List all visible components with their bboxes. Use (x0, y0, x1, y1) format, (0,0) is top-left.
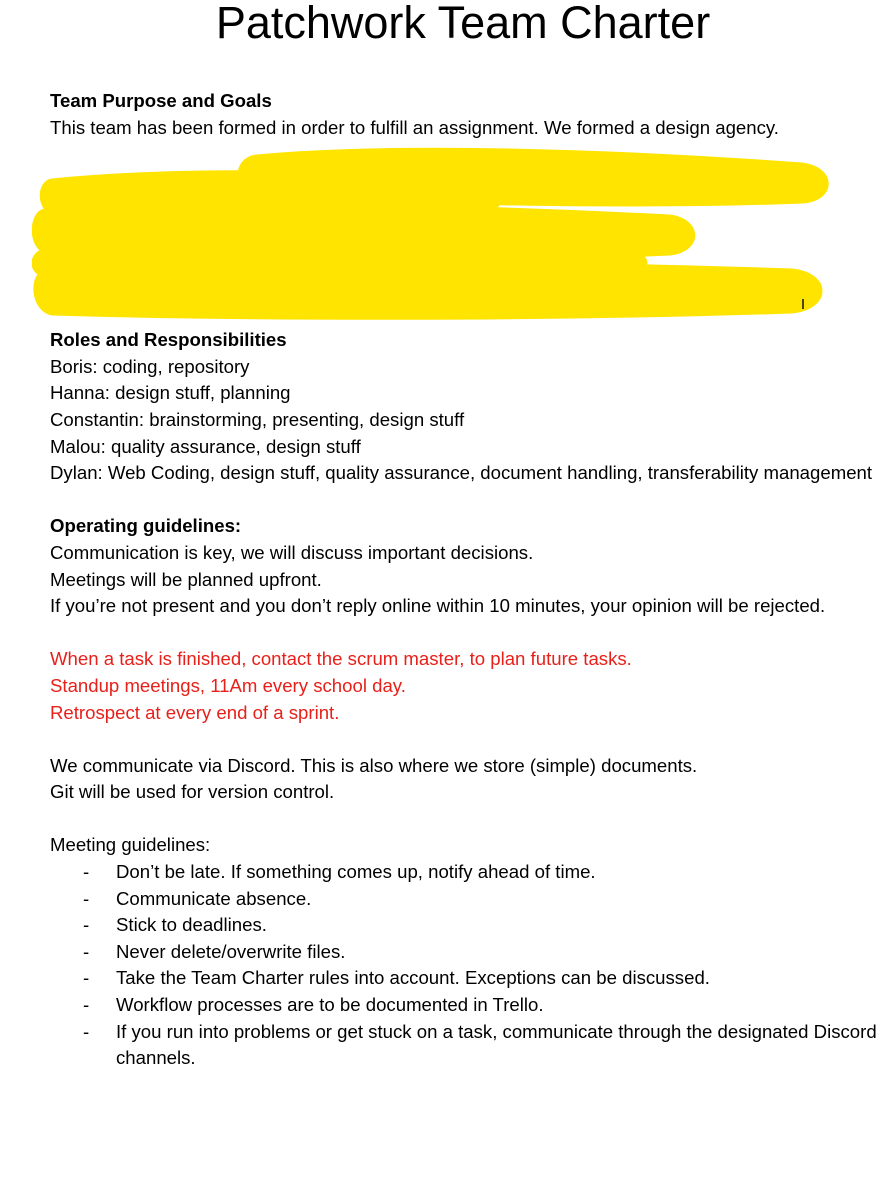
role-line: Malou: quality assurance, design stuff (50, 435, 361, 457)
spacer (50, 620, 880, 647)
list-item-text: Stick to deadlines. (116, 914, 267, 936)
purpose-section (50, 88, 880, 141)
operating-red-line: Standup meetings, 11Am every school day. (50, 674, 406, 696)
meeting-guidelines-list (50, 859, 880, 1072)
list-item-text: Don’t be late. If something comes up, notify ahead of time. (116, 861, 596, 883)
list-item-text: Take the Team Charter rules into account. Exceptions can be discussed. (116, 967, 710, 989)
list-item (50, 965, 880, 992)
operating-line: Communication is key, we will discuss important decisions. (50, 541, 534, 563)
bullet-dash: - (83, 940, 90, 962)
list-item (50, 886, 880, 913)
meeting-section (50, 832, 880, 1071)
operating-heading: Operating guidelines: (50, 515, 242, 537)
list-item-text: Communicate absence. (116, 887, 312, 909)
yellow-scribble-redaction (32, 143, 862, 333)
purpose-heading: Team Purpose and Goals (50, 90, 272, 111)
list-item (50, 912, 880, 939)
document-title: Patchwork Team Charter (215, 0, 711, 48)
operating-line: If you’re not present and you don’t reply online within 10 minutes, your opinion will be rejected. (50, 595, 826, 617)
tools-line: Git will be used for version control. (50, 781, 335, 803)
spacer (50, 487, 880, 514)
spacer (50, 806, 880, 833)
role-line: Boris: coding, repository (50, 355, 250, 377)
redacted-highlight (50, 141, 880, 327)
role-line: Dylan: Web Coding, design stuff, quality assurance, document handling, transferability management (50, 462, 873, 484)
roles-heading: Roles and Responsibilities (50, 329, 287, 351)
meeting-heading: Meeting guidelines: (50, 834, 211, 856)
list-item-text: If you run into problems or get stuck on a task, communicate through the designated Discord channels. (116, 1020, 877, 1069)
operating-line: Meetings will be planned upfront. (50, 568, 322, 590)
roles-section (50, 327, 880, 487)
role-line: Hanna: design stuff, planning (50, 382, 291, 404)
list-item (50, 1019, 880, 1072)
bullet-dash: - (83, 967, 90, 989)
list-item-text: Never delete/overwrite files. (116, 940, 346, 962)
operating-section (50, 513, 880, 806)
operating-red-line: When a task is finished, contact the scrum master, to plan future tasks. (50, 648, 632, 670)
operating-red-line: Retrospect at every end of a sprint. (50, 701, 340, 723)
list-item (50, 992, 880, 1019)
tools-line: We communicate via Discord. This is also where we store (simple) documents. (50, 754, 698, 776)
document-body (50, 88, 880, 1072)
bullet-dash: - (83, 914, 90, 936)
list-item-text: Workflow processes are to be documented in Trello. (116, 994, 544, 1016)
list-item (50, 939, 880, 966)
spacer (50, 726, 880, 753)
bullet-dash: - (83, 861, 90, 883)
bullet-dash: - (83, 1020, 90, 1042)
role-line: Constantin: brainstorming, presenting, design stuff (50, 408, 465, 430)
bullet-dash: - (83, 887, 90, 909)
list-item (50, 859, 880, 886)
purpose-text: This team has been formed in order to fulfill an assignment. We formed a design agency. (50, 116, 779, 138)
bullet-dash: - (83, 994, 90, 1016)
